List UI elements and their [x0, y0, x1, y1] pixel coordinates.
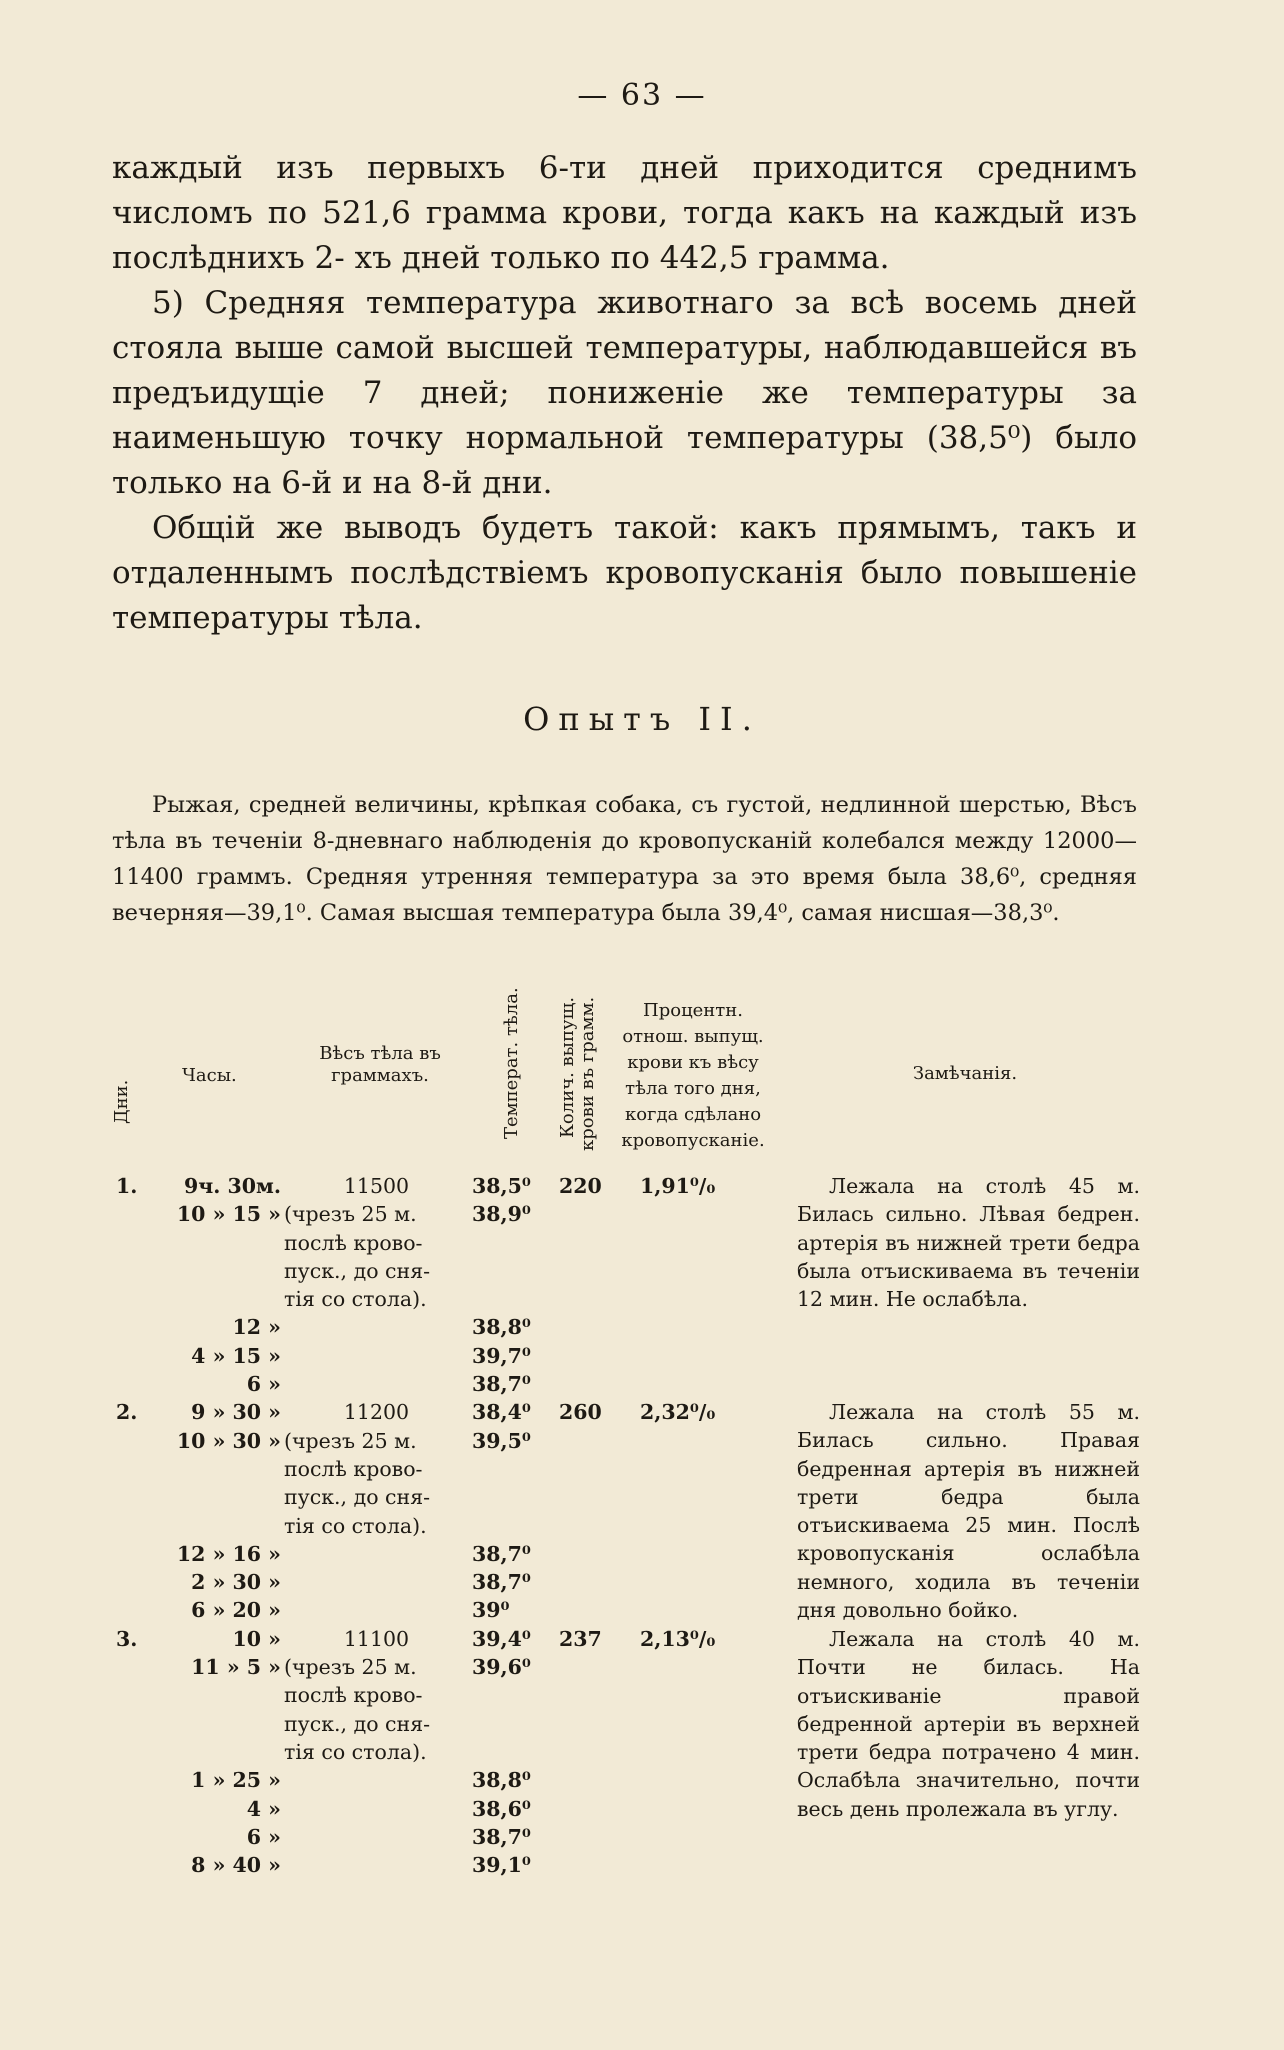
header-days: Дни.	[111, 1080, 132, 1125]
cell-temperature: 38,8⁰	[472, 1768, 531, 1793]
cell-temperature: 39⁰	[472, 1598, 510, 1623]
notes-day-3	[797, 1625, 1140, 1823]
cell-percent: 1,91⁰/₀	[640, 1174, 716, 1198]
cell-weight: пуск., до сня-	[284, 1258, 431, 1283]
cell-weight: послѣ крово-	[284, 1456, 423, 1481]
cell-blood-amount: 237	[559, 1626, 602, 1651]
cell-weight: 11200	[343, 1400, 410, 1425]
cell-hour: 9 » 30 »	[191, 1400, 281, 1425]
cell-percent: 2,13⁰/₀	[640, 1626, 716, 1651]
cell-hour: 12 » 16 »	[176, 1541, 281, 1566]
cell-weight: послѣ крово-	[284, 1230, 423, 1255]
paragraph-conclusion: Общій же выводъ будетъ такой: какъ прямымъ, такъ и отдаленнымъ послѣдствіемъ кровопусканія было повышеніе температуры тѣла.	[112, 510, 1137, 636]
experiment-description	[112, 787, 1137, 931]
cell-temperature: 38,8⁰	[472, 1315, 531, 1340]
cell-hour: 8 » 40 »	[191, 1853, 281, 1878]
cell-temperature: 38,9⁰	[472, 1202, 531, 1227]
cell-weight: (чрезъ 25 м.	[284, 1655, 417, 1680]
cell-temperature: 39,4⁰	[472, 1626, 531, 1651]
table-row	[0, 1823, 1284, 1851]
header-weight: Вѣсъ тѣла въ граммахъ.	[319, 1043, 441, 1086]
section-title: Опытъ II.	[523, 700, 761, 738]
notes-day-1	[797, 1172, 1140, 1313]
cell-temperature: 39,1⁰	[472, 1853, 531, 1878]
header-percent: Процентн. отнош. выпущ. крови къ вѣсу тѣла того дня, когда сдѣлано кровопусканіе.	[621, 1000, 765, 1151]
cell-hour: 10 »	[232, 1626, 281, 1651]
body-text	[112, 146, 1137, 641]
cell-weight: (чрезъ 25 м.	[284, 1202, 417, 1227]
cell-temperature: 39,7⁰	[472, 1343, 531, 1368]
cell-hour: 11 » 5 »	[191, 1655, 281, 1680]
cell-temperature: 38,7⁰	[472, 1824, 531, 1849]
experiment-intro-text: Рыжая, средней величины, крѣпкая собака, съ густой, недлинной шерстью, Вѣсъ тѣла въ теченіи 8-дневнаго наблюденія до кровопусканій колебался между 12000—11400 граммъ. Средняя утренняя температура за это время была 38,6⁰, средняя вечерняя—39,1⁰. Самая высшая температура была 39,4⁰, самая нисшая—38,3⁰.	[112, 792, 1137, 926]
cell-hour: 6 » 20 »	[191, 1598, 281, 1623]
paragraph-continuation: каждый изъ первыхъ 6-ти дней приходится среднимъ числомъ по 521,6 грамма крови, тогда какъ на каждый изъ послѣднихъ 2- хъ дней только по 442,5 грамма.	[112, 150, 1137, 276]
cell-hour: 6 »	[246, 1372, 281, 1397]
header-temperature: Температ. тѣла.	[501, 987, 522, 1139]
cell-temperature: 38,7⁰	[472, 1541, 531, 1566]
cell-hour: 10 » 30 »	[176, 1428, 281, 1453]
cell-temperature: 38,7⁰	[472, 1570, 531, 1595]
table-row	[0, 1342, 1284, 1370]
cell-hour: 1 » 25 »	[191, 1768, 281, 1793]
cell-weight: тія со стола).	[284, 1739, 427, 1764]
cell-weight: пуск., до сня-	[284, 1485, 431, 1510]
note-text: Лежала на столѣ 40 м. Почти не билась. На отъискиваніе правой бедренной артеріи въ верхней трети бедра потрачено 4 мин. Ослабѣла значительно, почти весь день пролежала въ углу.	[797, 1627, 1140, 1821]
cell-day: 1.	[116, 1174, 138, 1198]
cell-temperature: 38,4⁰	[472, 1400, 531, 1425]
note-text: Лежала на столѣ 55 м. Билась сильно. Правая бедренная артерія въ нижней трети бедра была отъискиваема 25 мин. Послѣ кровопусканія ослабѣла немного, ходила въ теченіи дня довольно бойко.	[797, 1400, 1140, 1623]
paragraph-point-5: 5) Средняя температура животнаго за всѣ восемь дней стояла выше самой высшей температуры, наблюдавшейся въ предъидущіе 7 дней; пониженіе же температуры за наименьшую точку нормальной температуры (38,5⁰) было только на 6-й и на 8-й дни.	[112, 285, 1137, 501]
cell-hour: 4 »	[246, 1796, 281, 1821]
cell-blood-amount: 260	[559, 1400, 602, 1425]
header-hours: Часы.	[182, 1065, 237, 1086]
table-row	[0, 1851, 1284, 1879]
header-blood-line2: крови въ грамм.	[577, 997, 598, 1152]
note-text: Лежала на столѣ 45 м. Билась сильно. Лѣвая бедрен. артерія въ нижней трети бедра была отъискиваема въ теченіи 12 мин. Не ослабѣла.	[797, 1174, 1140, 1312]
header-blood-amount	[558, 997, 606, 1162]
cell-hour: 2 » 30 »	[191, 1570, 281, 1595]
cell-day: 3.	[116, 1626, 138, 1651]
cell-weight: 11100	[343, 1626, 410, 1651]
cell-hour: 9ч. 30м.	[183, 1174, 281, 1198]
notes-day-2	[797, 1398, 1140, 1624]
cell-temperature: 39,5⁰	[472, 1428, 531, 1453]
cell-percent: 2,32⁰/₀	[640, 1400, 716, 1425]
cell-temperature: 39,6⁰	[472, 1655, 531, 1680]
cell-weight: (чрезъ 25 м.	[284, 1428, 417, 1453]
cell-weight: тія со стола).	[284, 1287, 427, 1312]
cell-weight: послѣ крово-	[284, 1683, 423, 1708]
cell-hour: 12 »	[232, 1315, 281, 1340]
table-row	[0, 1313, 1284, 1341]
header-blood-line1: Колич. выпущ.	[557, 997, 578, 1139]
cell-day: 2.	[116, 1400, 138, 1425]
page-number: — 63 —	[577, 78, 707, 113]
cell-weight: пуск., до сня-	[284, 1711, 431, 1736]
table-row	[0, 1370, 1284, 1398]
cell-temperature: 38,5⁰	[472, 1174, 531, 1198]
table-header	[0, 985, 1284, 1167]
cell-temperature: 38,6⁰	[472, 1796, 531, 1821]
cell-hour: 4 » 15 »	[191, 1343, 281, 1368]
cell-hour: 6 »	[246, 1824, 281, 1849]
cell-weight: 11500	[343, 1174, 410, 1198]
cell-hour: 10 » 15 »	[176, 1202, 281, 1227]
cell-weight: тія со стола).	[284, 1513, 427, 1538]
cell-blood-amount: 220	[559, 1174, 602, 1198]
cell-temperature: 38,7⁰	[472, 1372, 531, 1397]
header-notes: Замѣчанія.	[912, 1063, 1018, 1084]
